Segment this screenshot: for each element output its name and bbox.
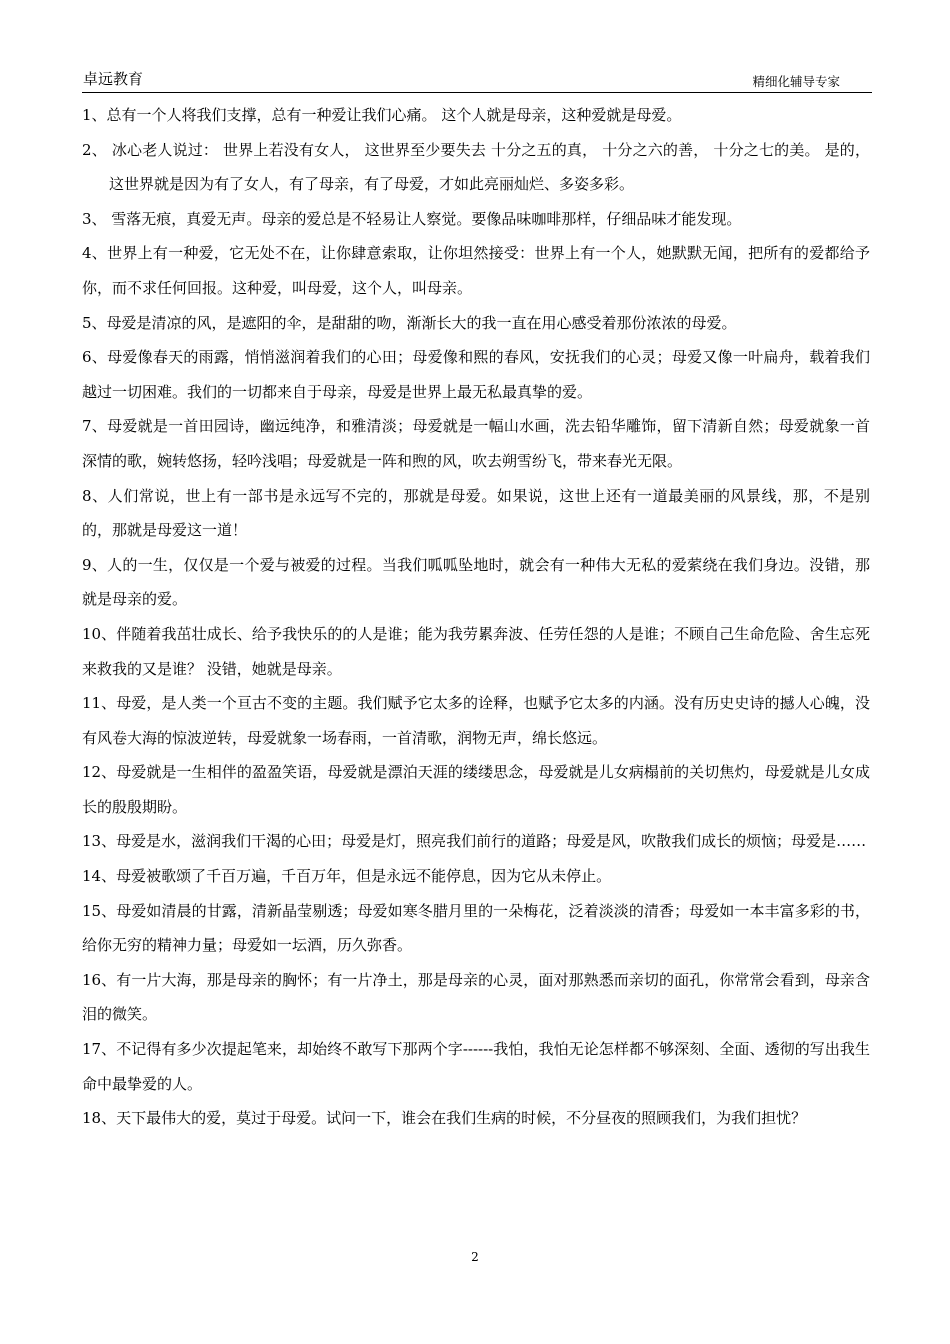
paragraph-9: 9、人的一生，仅仅是一个爱与被爱的过程。当我们呱呱坠地时，就会有一种伟大无私的爱萦绕在我们身边。没错，那就是母亲的爱。: [82, 555, 870, 609]
document-body: [82, 98, 870, 1136]
paragraph-6: 6、母爱像春天的雨露，悄悄滋润着我们的心田；母爱像和熙的春风，安抚我们的心灵；母爱又像一叶扁舟，载着我们越过一切困难。我们的一切都来自于母亲，母爱是世界上最无私最真挚的爱。: [82, 348, 870, 401]
paragraph-10: 10、伴随着我茁壮成长、给予我快乐的的人是谁；能为我劳累奔波、任劳任怨的人是谁；不顾自己生命危险、舍生忘死来救我的又是谁？ 没错，她就是母亲。: [82, 624, 870, 678]
page-header: [82, 66, 872, 93]
paragraph-11: 11、母爱，是人类一个亘古不变的主题。我们赋予它太多的诠释，也赋予它太多的内涵。没有历史史诗的撼人心魄，没有风卷大海的惊波逆转，母爱就象一场春雨，一首清歌，润物无声，绵长悠远。: [82, 694, 870, 747]
paragraph-3: 3、 雪落无痕，真爱无声。母亲的爱总是不轻易让人察觉。要像品味咖啡那样，仔细品味才能发现。: [82, 209, 742, 228]
paragraph-18: 18、天下最伟大的爱，莫过于母爱。试问一下，谁会在我们生病的时候，不分昼夜的照顾我们，为我们担忧？: [82, 1109, 807, 1128]
paragraph-1: 1、总有一个人将我们支撑，总有一种爱让我们心痛。 这个人就是母亲，这种爱就是母爱。: [82, 106, 682, 124]
paragraph-7: 7、母爱就是一首田园诗，幽远纯净，和雅清淡；母爱就是一幅山水画，洗去铅华雕饰，留下清新自然；母爱就象一首深情的歌，婉转悠扬，轻吟浅唱；母爱就是一阵和煦的风，吹去朔雪纷飞，带来春光无限。: [82, 417, 870, 470]
paragraph-12: 12、母爱就是一生相伴的盈盈笑语，母爱就是漂泊天涯的缕缕思念，母爱就是儿女病榻前的关切焦灼，母爱就是儿女成长的殷殷期盼。: [82, 763, 870, 816]
header-slogan: 精细化辅导专家: [752, 74, 840, 89]
paragraph-2: 2、 冰心老人说过： 世界上若没有女人， 这世界至少要失去 十分之五的真， 十分之六的善， 十分之七的美。 是的，这世界就是因为有了女人，有了母亲，有了母爱，才如此亮丽灿烂、多姿多彩。: [82, 140, 870, 194]
paragraph-17: 17、不记得有多少次提起笔来，却始终不敢写下那两个字------我怕，我怕无论怎样都不够深刻、全面、透彻的写出我生命中最挚爱的人。: [82, 1040, 870, 1093]
paragraph-5: 5、母爱是清凉的风，是遮阳的伞，是甜甜的吻，渐渐长大的我一直在用心感受着那份浓浓的母爱。: [82, 313, 737, 332]
paragraph-16: 16、有一片大海，那是母亲的胸怀；有一片净土，那是母亲的心灵，面对那熟悉而亲切的面孔，你常常会看到，母亲含泪的微笑。: [82, 970, 870, 1024]
paragraph-4: 4、世界上有一种爱，它无处不在，让你肆意索取，让你坦然接受：世界上有一个人，她默默无闻，把所有的爱都给予你，而不求任何回报。这种爱，叫母爱，这个人，叫母亲。: [82, 244, 870, 297]
header-brand: 卓远教育: [83, 70, 144, 88]
page-number: 2: [471, 1250, 479, 1264]
paragraph-15: 15、母爱如清晨的甘露，清新晶莹剔透；母爱如寒冬腊月里的一朵梅花，泛着淡淡的清香；母爱如一本丰富多彩的书，给你无穷的精神力量；母爱如一坛酒，历久弥香。: [82, 901, 870, 955]
paragraph-14: 14、母爱被歌颂了千百万遍，千百万年，但是永远不能停息，因为它从未停止。: [82, 867, 612, 886]
paragraph-8: 8、人们常说，世上有一部书是永远写不完的，那就是母爱。如果说，这世上还有一道最美丽的风景线，那，不是别的，那就是母爱这一道！: [82, 486, 870, 540]
paragraph-13: 13、母爱是水，滋润我们干渴的心田；母爱是灯，照亮我们前行的道路；母爱是风，吹散我们成长的烦恼；母爱是……: [82, 832, 867, 851]
